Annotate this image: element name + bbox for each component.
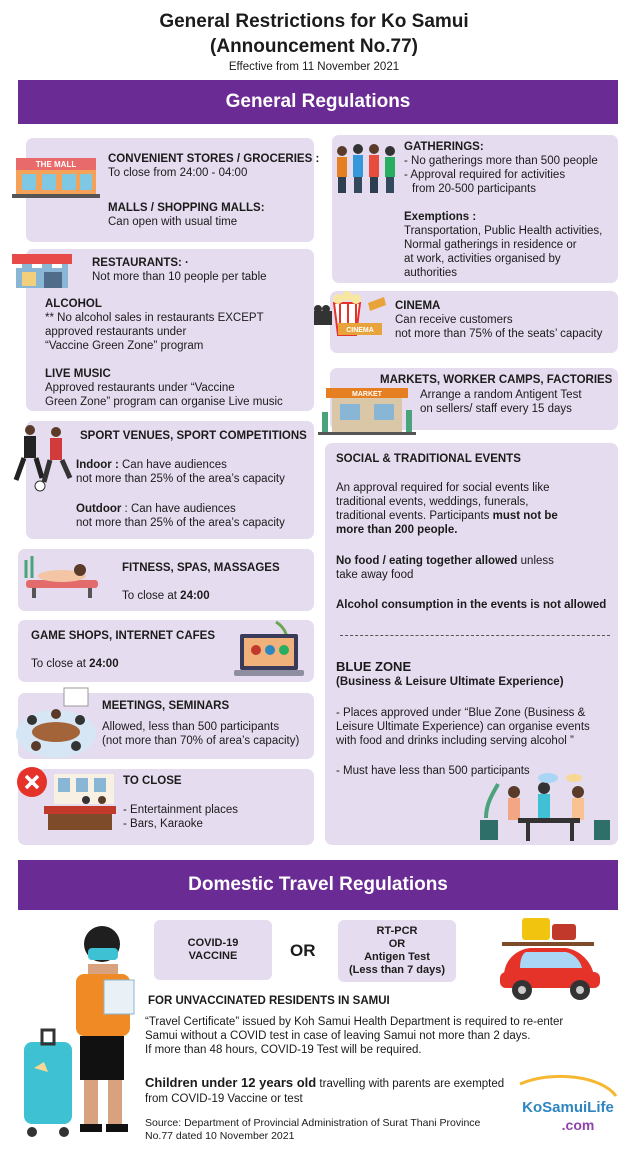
stores-text: To close from 24:00 - 04:00 — [108, 167, 248, 179]
vaccine-line-1: COVID-19 — [187, 937, 239, 949]
children-text-1: Children under 12 years old travelling with parents are exempted — [145, 1075, 505, 1090]
page-title: General Restrictions for Ko Samui — [159, 11, 469, 32]
sport-indoor: Indoor : Can have audiences — [76, 459, 227, 471]
logo-text: KoSamuiLife — [522, 1099, 614, 1116]
laptop-game-icon — [232, 620, 314, 682]
mall-icon — [12, 150, 100, 200]
meetings-text-2: (not more than 70% of area’s capacity) — [102, 735, 300, 747]
blue-zone-subheading: (Business & Leisure Ultimate Experience) — [336, 676, 564, 688]
meetings-text-1: Allowed, less than 500 participants — [102, 721, 280, 733]
bar-closed-icon — [14, 764, 118, 834]
gatherings-heading: GATHERINGS: — [404, 141, 484, 153]
page-subtitle: (Announcement No.77) — [210, 36, 418, 57]
blue-zone-text-3: with food and drinks including serving alcohol ” — [336, 735, 574, 747]
sport-heading: SPORT VENUES, SPORT COMPETITIONS — [80, 430, 307, 442]
exemptions-text-2: Normal gatherings in residence or — [404, 239, 577, 251]
cinema-text-2: not more than 75% of the seats’ capacity — [395, 328, 603, 340]
source-line-2: No.77 dated 10 November 2021 — [145, 1130, 295, 1142]
test-box — [338, 920, 456, 982]
unvaccinated-text-1: “Travel Certificate” issued by Koh Samui Health Department is required to re-enter — [145, 1016, 564, 1028]
live-music-heading: LIVE MUSIC — [45, 368, 111, 380]
restaurants-heading: RESTAURANTS: · — [92, 257, 189, 269]
children-text-2: from COVID-19 Vaccine or test — [145, 1093, 303, 1105]
or-label: OR — [290, 941, 316, 960]
market-stall-icon — [318, 382, 416, 436]
live-music-text-1: Approved restaurants under “Vaccine — [45, 382, 235, 394]
test-line-4: (Less than 7 days) — [349, 964, 445, 976]
social-heading: SOCIAL & TRADITIONAL EVENTS — [336, 453, 521, 465]
meetings-heading: MEETINGS, SEMINARS — [102, 700, 230, 712]
logo-dotcom: .com — [561, 1117, 595, 1133]
social-text-3: traditional events. Participants must not be — [336, 510, 558, 522]
markets-text-2: on sellers/ staff every 15 days — [420, 403, 572, 415]
alcohol-heading: ALCOHOL — [45, 298, 102, 310]
gatherings-text-3: from 20-500 participants — [412, 183, 537, 195]
sport-outdoor: Outdoor : Can have audiences — [76, 503, 236, 515]
alcohol-text-2: approved restaurants under — [45, 326, 187, 338]
sport-outdoor-2: not more than 25% of the area’s capacity — [76, 517, 285, 529]
source-line-1: Source: Department of Provincial Administration of Surat Thani Province — [145, 1117, 481, 1129]
social-text-4: more than 200 people. — [336, 524, 458, 536]
sport-indoor-2: not more than 25% of the area’s capacity — [76, 473, 285, 485]
general-regulations-banner: General Regulations — [18, 80, 618, 124]
spa-massage-icon — [20, 550, 106, 600]
exemptions-text-3: at work, activities organised by — [404, 253, 561, 265]
people-group-icon — [332, 143, 402, 197]
exemptions-text-1: Transportation, Public Health activities, — [404, 225, 603, 237]
social-food: No food / eating together allowed unless — [336, 555, 554, 567]
malls-heading: MALLS / SHOPPING MALLS: — [108, 202, 265, 214]
market-sign: MARKET — [352, 391, 382, 398]
kosamuilife-logo — [512, 1074, 622, 1138]
cinema-text-1: Can receive customers — [395, 314, 513, 326]
social-text-1: An approval required for social events like — [336, 482, 550, 494]
test-line-3: Antigen Test — [364, 951, 430, 963]
test-line-1: RT-PCR — [376, 925, 418, 937]
gatherings-text-2: - Approval required for activities — [404, 169, 566, 181]
to-close-text-1: - Entertainment places — [123, 804, 239, 816]
to-close-heading: TO CLOSE — [123, 775, 182, 787]
vaccine-line-2: VACCINE — [188, 950, 238, 962]
meeting-table-icon — [14, 684, 98, 760]
to-close-text-2: - Bars, Karaoke — [123, 818, 203, 830]
game-text: To close at 24:00 — [31, 658, 119, 670]
cinema-heading: CINEMA — [395, 300, 441, 312]
live-music-text-2: Green Zone” program can organise Live music — [45, 396, 283, 408]
restaurants-text: Not more than 10 people per table — [92, 271, 267, 283]
cinema-popcorn-icon — [312, 289, 390, 341]
unvaccinated-heading: FOR UNVACCINATED RESIDENTS IN SAMUI — [148, 995, 390, 1007]
fitness-heading: FITNESS, SPAS, MASSAGES — [122, 562, 280, 574]
stores-heading: CONVENIENT STORES / GROCERIES : — [108, 153, 320, 165]
exemptions-text-4: authorities — [404, 267, 458, 279]
blue-zone-text-4: - Must have less than 500 participants — [336, 765, 530, 777]
car-luggage-icon — [496, 914, 604, 1004]
effective-date: Effective from 11 November 2021 — [228, 61, 400, 73]
test-line-2: OR — [388, 938, 406, 950]
social-text-2: traditional events, weddings, funerals, — [336, 496, 529, 508]
football-players-icon — [10, 422, 78, 494]
game-heading: GAME SHOPS, INTERNET CAFES — [31, 630, 216, 642]
gatherings-text-1: - No gatherings more than 500 people — [404, 155, 598, 167]
vaccine-box — [154, 920, 272, 980]
alcohol-text-3: “Vaccine Green Zone” program — [45, 340, 204, 352]
markets-heading: MARKETS, WORKER CAMPS, FACTORIES — [380, 374, 613, 386]
unvaccinated-text-3: If more than 48 hours, COVID-19 Test will be required. — [145, 1044, 422, 1056]
social-food-2: take away food — [336, 569, 414, 581]
cinema-sign: CINEMA — [346, 327, 374, 334]
mall-sign: THE MALL — [35, 160, 77, 169]
divider — [340, 635, 610, 636]
exemptions-heading: Exemptions : — [404, 211, 477, 223]
blue-zone-text-1: - Places approved under “Blue Zone (Business & — [336, 707, 586, 719]
domestic-travel-banner: Domestic Travel Regulations — [18, 860, 618, 910]
fitness-text: To close at 24:00 — [122, 590, 210, 602]
restaurant-icon — [10, 250, 74, 290]
blue-zone-heading: BLUE ZONE — [336, 659, 412, 674]
malls-text: Can open with usual time — [108, 216, 238, 228]
alcohol-text-1: ** No alcohol sales in restaurants EXCEPT — [45, 312, 264, 324]
blue-zone-text-2: Leisure Ultimate Experience) can organise events — [336, 721, 590, 733]
markets-text-1: Arrange a random Antigent Test — [420, 389, 582, 401]
unvaccinated-text-2: Samui without a COVID test in case of leaving Samui not more than 2 days. — [145, 1030, 531, 1042]
traveller-icon — [18, 918, 144, 1144]
social-alcohol: Alcohol consumption in the events is not allowed — [336, 599, 607, 611]
friends-dining-icon — [478, 772, 614, 844]
